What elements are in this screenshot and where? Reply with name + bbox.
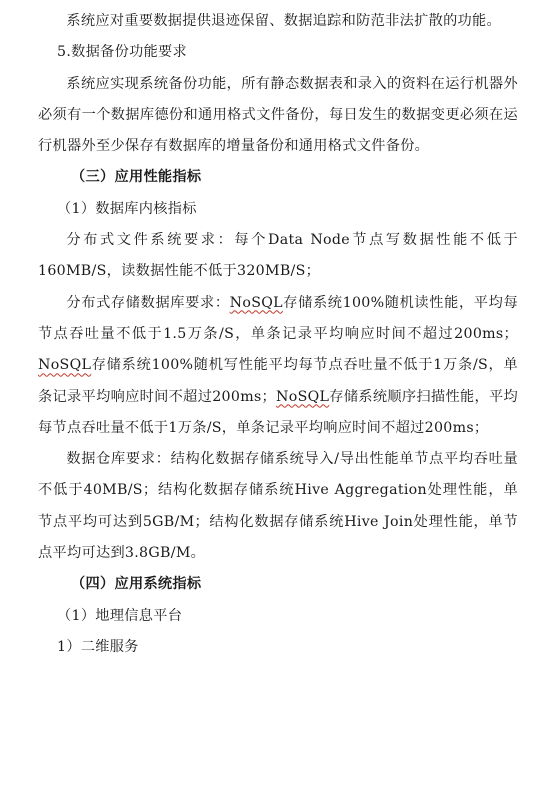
section-heading-performance: （三）应用性能指标 (71, 169, 202, 186)
paragraph-distributed-fs: 分布式文件系统要求：每个Data Node节点写数据性能不低于160MB/S，读数据性能不低于320MB/S； (38, 232, 518, 280)
text-segment: 存储系统100%随机读性能，平均每节点吞吐量不低于1.5万条/S，单条记录平均响应时间不超过200ms； (38, 294, 518, 342)
text-segment: 分布式存储数据库要求： (66, 294, 230, 311)
heading-backup-requirements: 5.数据备份功能要求 (57, 44, 188, 61)
subheading-2d-service: 1）二维服务 (57, 638, 139, 655)
nosql-term: NoSQL (276, 388, 330, 405)
nosql-term: NoSQL (38, 357, 92, 374)
paragraph-data-warehouse: 数据仓库要求：结构化数据存储系统导入/导出性能单节点平均吞吐量不低于40MB/S；结构化数据存储系统Hive Aggregation处理性能，单节点平均可达到5GB/M；结构化数据存储系统Hive Join处理性能，单节点平均可达到3.8GB/M。 (38, 451, 518, 562)
subheading-db-kernel: （1）数据库内核指标 (57, 200, 197, 217)
paragraph-backup: 系统应实现系统备份功能，所有静态数据表和录入的资料在运行机器外必须有一个数据库德份和通用格式文件备份，每日发生的数据变更必须在运行机器外至少保存有数据库的增量备份和通用格式文件备份。 (38, 75, 518, 155)
text-segment: 存储系统100%随机写性能平均每节点吞吐量不低于1万条/S，单条记录平均响应时间不超过200ms； (38, 357, 518, 405)
paragraph-traceability: 系统应对重要数据提供退迹保留、数据追踪和防范非法扩散的功能。 (66, 13, 502, 29)
nosql-term: NoSQL (229, 294, 283, 311)
subheading-gis-platform: （1）地理信息平台 (57, 607, 183, 624)
paragraph-distributed-db (38, 288, 518, 444)
text-segment: 存储系统顺序扫描性能，平均每节点吞吐量不低于1万条/S，单条记录平均响应时间不超过200ms； (38, 388, 519, 436)
section-heading-app-system: （四）应用系统指标 (71, 576, 202, 593)
